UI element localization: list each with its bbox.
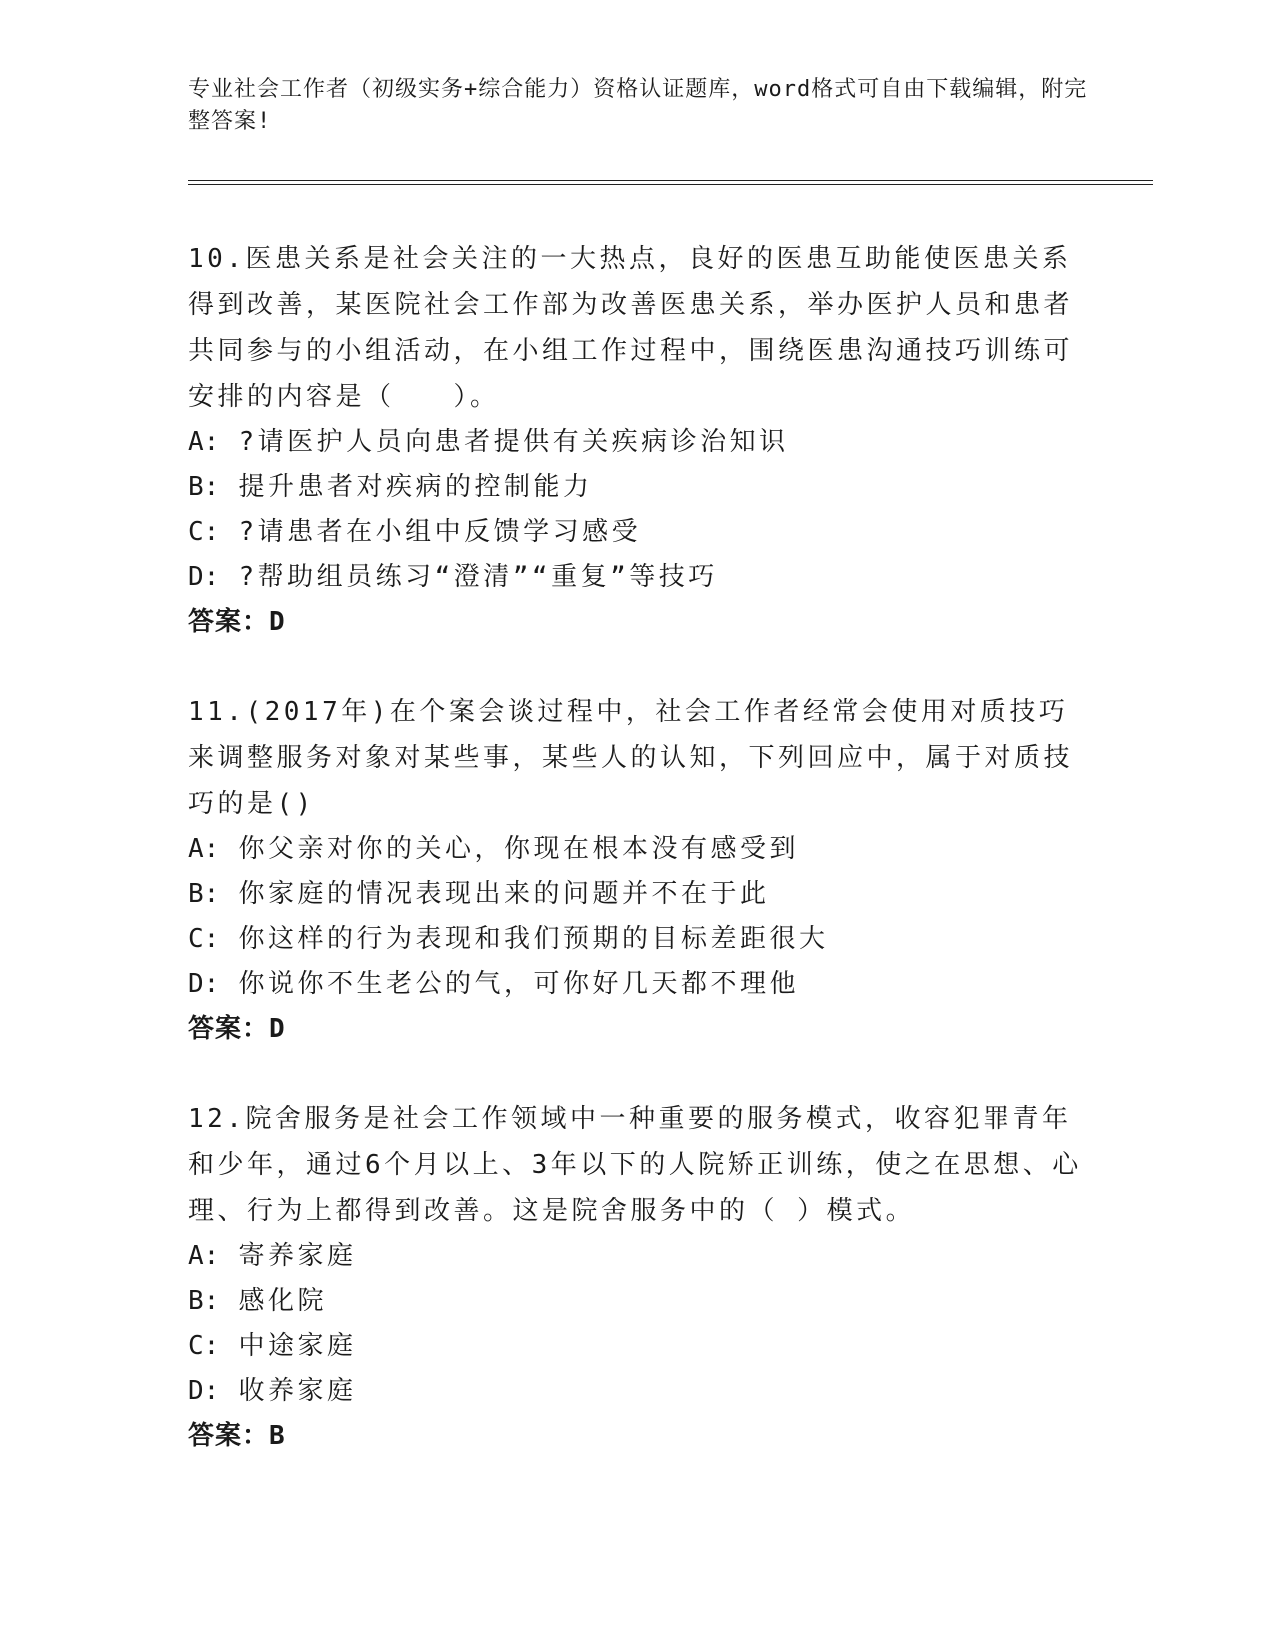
option-b — [188, 465, 1093, 510]
option-text: 你家庭的情况表现出来的问题并不在于此 — [238, 879, 770, 909]
document-header — [188, 74, 1088, 138]
question-11 — [188, 689, 1093, 1052]
option-key: A: — [188, 834, 220, 864]
question-12 — [188, 1096, 1093, 1459]
option-a — [188, 420, 1093, 465]
option-text: 提升患者对疾病的控制能力 — [238, 472, 593, 502]
option-text: 你说你不生老公的气，可你好几天都不理他 — [238, 969, 799, 999]
header-divider-bottom — [188, 184, 1153, 185]
option-text: 你父亲对你的关心，你现在根本没有感受到 — [238, 834, 799, 864]
header-title: 专业社会工作者（初级实务+综合能力）资格认证题库，word格式可自由下载编辑，附完整答案! — [188, 77, 1088, 134]
option-key: D: — [188, 969, 220, 999]
question-stem: 12.院舍服务是社会工作领域中一种重要的服务模式，收容犯罪青年和少年，通过6个月以上、3年以下的人院矫正训练，使之在思想、心理、行为上都得到改善。这是院舍服务中的（ ）模式。 — [188, 1104, 1082, 1226]
question-stem: 10.医患关系是社会关注的一大热点，良好的医患互助能使医患关系得到改善，某医院社会工作部为改善医患关系，举办医护人员和患者共同参与的小组活动，在小组工作过程中，围绕医患沟通技巧训练可安排的内容是（ ）。 — [188, 244, 1074, 412]
answer-label: 答案：D — [188, 607, 286, 637]
question-stem: 11.(2017年)在个案会谈过程中，社会工作者经常会使用对质技巧来调整服务对象对某些事，某些人的认知，下列回应中，属于对质技巧的是() — [188, 697, 1074, 819]
option-key: D: — [188, 562, 220, 592]
option-b — [188, 1279, 1093, 1324]
option-key: C: — [188, 1331, 220, 1361]
option-key: C: — [188, 517, 220, 547]
option-text: 感化院 — [238, 1286, 327, 1316]
option-key: B: — [188, 879, 220, 909]
option-key: B: — [188, 472, 220, 502]
option-key: D: — [188, 1376, 220, 1406]
question-10 — [188, 236, 1093, 645]
option-c — [188, 1324, 1093, 1369]
header-divider-top — [188, 180, 1153, 181]
answer-label: 答案：B — [188, 1421, 286, 1451]
option-b — [188, 872, 1093, 917]
option-key: C: — [188, 924, 220, 954]
option-key: A: — [188, 1241, 220, 1271]
option-text: 中途家庭 — [238, 1331, 357, 1361]
option-text: ?请医护人员向患者提供有关疾病诊治知识 — [238, 427, 789, 457]
option-text: 收养家庭 — [238, 1376, 357, 1406]
option-text: 寄养家庭 — [238, 1241, 357, 1271]
option-text: ?帮助组员练习“澄清”“重复”等技巧 — [238, 562, 718, 592]
option-d — [188, 1369, 1093, 1414]
answer-label: 答案：D — [188, 1014, 286, 1044]
option-text: 你这样的行为表现和我们预期的目标差距很大 — [238, 924, 829, 954]
option-text: ?请患者在小组中反馈学习感受 — [238, 517, 642, 547]
option-c — [188, 510, 1093, 555]
option-d — [188, 555, 1093, 600]
option-d — [188, 962, 1093, 1007]
option-key: B: — [188, 1286, 220, 1316]
question-list — [188, 236, 1093, 1503]
option-key: A: — [188, 427, 220, 457]
option-a — [188, 827, 1093, 872]
option-c — [188, 917, 1093, 962]
option-a — [188, 1234, 1093, 1279]
